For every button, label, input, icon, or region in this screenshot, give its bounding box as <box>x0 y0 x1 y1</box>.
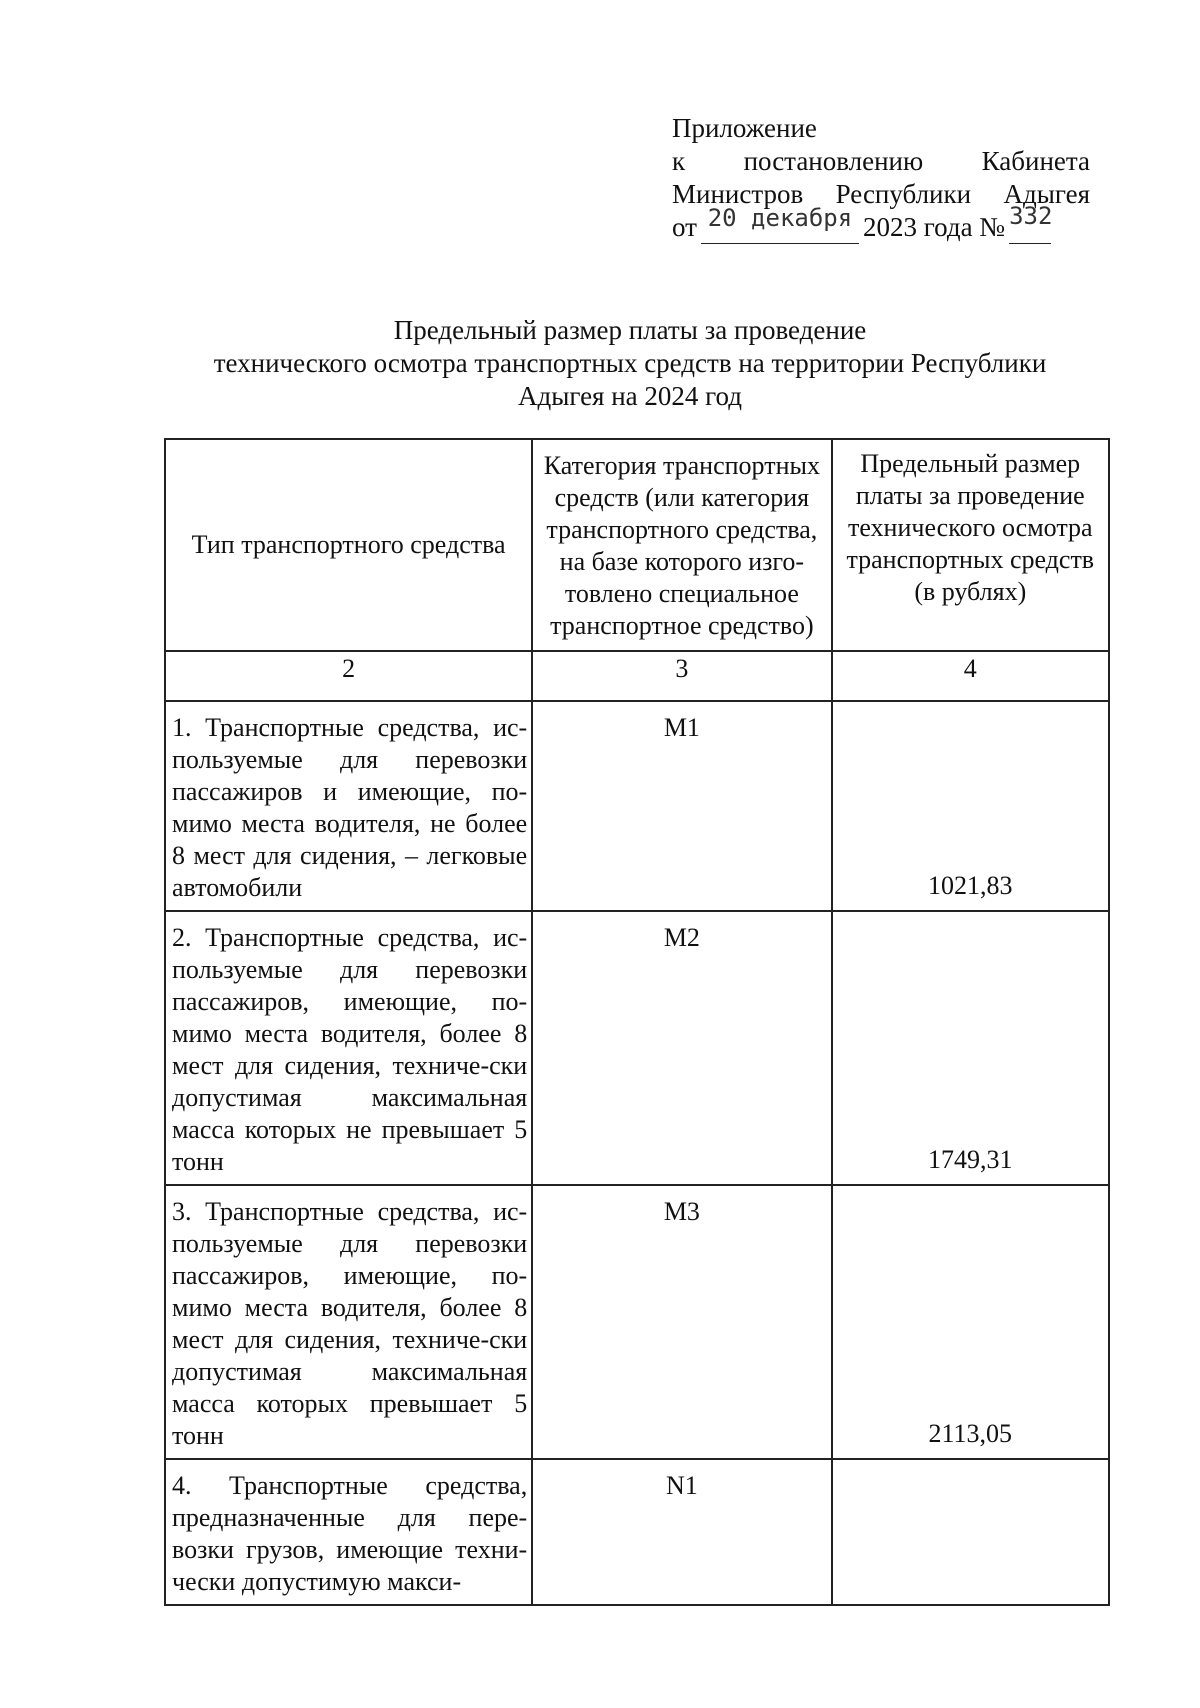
vehicle-type-cell: 3. Транспортные средства, ис-пользуемые для перевозки пассажиров, имеющие, по-мимо места водителя, более 8 мест для сидения, техниче-ски допустимая максимальная масса которых превышает 5 тонн <box>165 1185 532 1459</box>
fee-cell: 2113,05 <box>832 1185 1109 1459</box>
annex-word: Министров <box>672 179 804 209</box>
category-cell: M2 <box>532 911 831 1185</box>
annex-title: Приложение <box>672 113 817 143</box>
date-blank <box>701 204 859 244</box>
title-line: Предельный размер платы за проведение <box>393 315 867 345</box>
column-number: 2 <box>165 651 532 701</box>
fee-cell <box>832 1459 1109 1605</box>
column-number-row <box>165 651 1109 701</box>
table-row <box>165 1459 1109 1605</box>
header-fee: Предельный размер платы за проведение технического осмотра транспортных средств (в рублях) <box>832 439 1109 651</box>
table-header-row <box>165 439 1109 651</box>
document-title <box>150 314 1110 413</box>
title-line: Адыгея на 2024 год <box>517 381 743 411</box>
category-cell: M1 <box>532 701 831 911</box>
annex-word: Республики <box>835 179 972 209</box>
handwritten-number: 332 <box>1009 202 1053 230</box>
number-blank <box>1009 202 1053 244</box>
vehicle-type-cell: 2. Транспортные средства, ис-пользуемые для перевозки пассажиров, имеющие, по-мимо места водителя, более 8 мест для сидения, техниче-ски допустимая максимальная масса которых не превышает 5 тонн <box>165 911 532 1185</box>
annex-header <box>672 112 1090 244</box>
annex-word: к <box>672 146 686 176</box>
category-cell: M3 <box>532 1185 831 1459</box>
header-category: Категория транспортных средств (или категория транспортного средства, на базе которого изго-товлено специальное транспортное средство) <box>532 439 831 651</box>
column-number: 4 <box>832 651 1109 701</box>
vehicle-type-cell: 4. Транспортные средства, предназначенные для пере-возки грузов, имеющие техни-чески допустимую макси- <box>165 1459 532 1605</box>
table-row <box>165 701 1109 911</box>
fee-table <box>164 438 1110 1606</box>
annex-word: Адыгея <box>1003 179 1090 209</box>
category-cell: N1 <box>532 1459 831 1605</box>
annex-date-line <box>672 202 1090 244</box>
table-row <box>165 911 1109 1185</box>
handwritten-date: 20 декабря <box>707 204 853 232</box>
annex-reference-line <box>672 145 1090 178</box>
date-prefix: от <box>672 212 697 242</box>
table-row <box>165 1185 1109 1459</box>
fee-cell: 1749,31 <box>832 911 1109 1185</box>
date-suffix: 2023 года № <box>862 212 1006 242</box>
annex-word: Кабинета <box>981 146 1090 176</box>
fee-cell: 1021,83 <box>832 701 1109 911</box>
column-number: 3 <box>532 651 831 701</box>
annex-word: постановлению <box>743 146 924 176</box>
header-vehicle-type: Тип транспортного средства <box>165 439 532 651</box>
title-line: технического осмотра транспортных средств на территории Республики <box>213 348 1047 378</box>
vehicle-type-cell: 1. Транспортные средства, ис-пользуемые для перевозки пассажиров и имеющие, по-мимо места водителя, не более 8 мест для сидения, – легковые автомобили <box>165 701 532 911</box>
